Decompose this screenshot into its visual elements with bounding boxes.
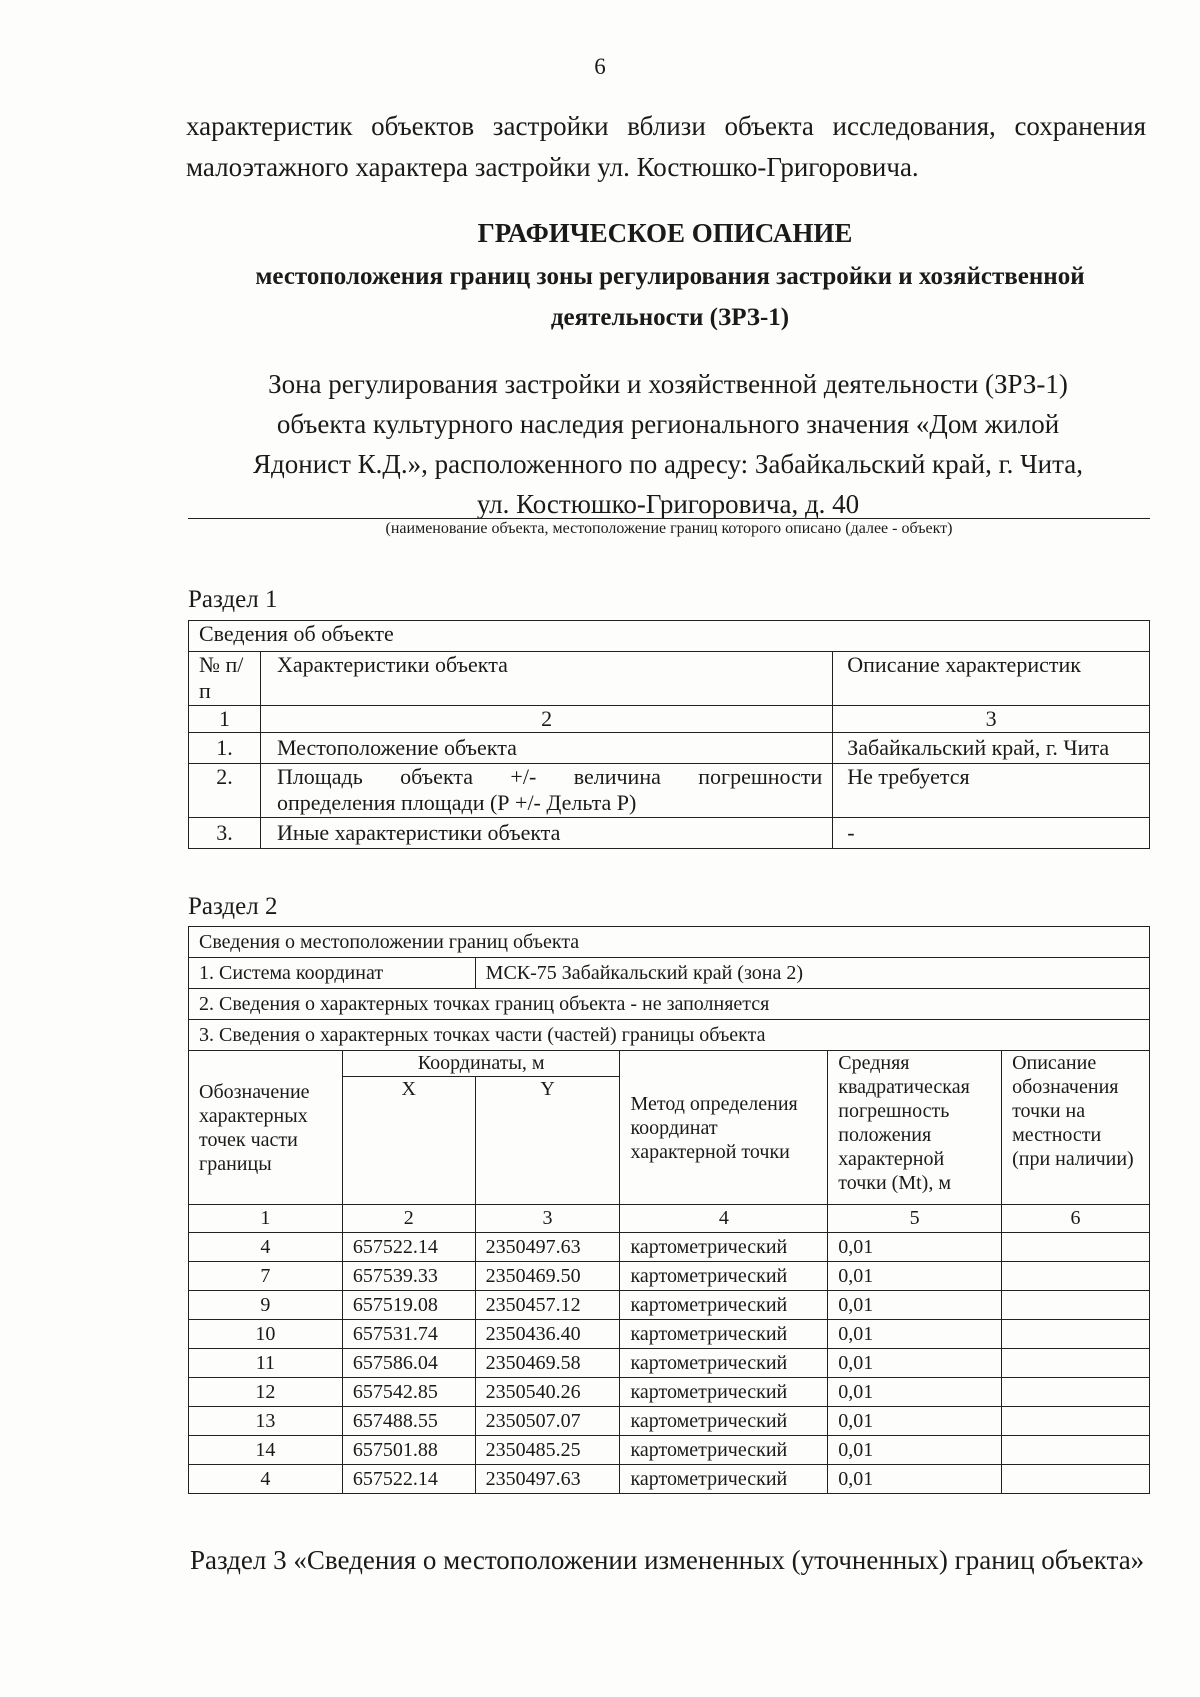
point-id: 13	[189, 1407, 343, 1436]
point-error: 0,01	[828, 1291, 1002, 1320]
point-error: 0,01	[828, 1436, 1002, 1465]
table-row	[189, 1320, 1150, 1349]
header-characteristics: Характеристики объекта	[260, 652, 832, 706]
point-id: 11	[189, 1349, 343, 1378]
row-characteristic: Местоположение объекта	[260, 733, 832, 764]
section1-table-title: Сведения об объекте	[189, 621, 1150, 652]
table-row	[189, 1436, 1150, 1465]
point-id: 4	[189, 1465, 343, 1494]
header-y: Y	[475, 1077, 620, 1205]
col-number: 6	[1002, 1205, 1150, 1233]
header-designation: Обозначение характерных точек части границы	[189, 1051, 343, 1205]
point-method: картометрический	[620, 1349, 828, 1378]
point-y: 2350485.25	[475, 1436, 620, 1465]
header-description: Описание характеристик	[833, 652, 1150, 706]
point-method: картометрический	[620, 1436, 828, 1465]
section1-label: Раздел 1	[188, 586, 278, 613]
document-subtitle: местоположения границ зоны регулирования застройки и хозяйственной деятельности (ЗРЗ-1)	[255, 263, 1085, 331]
coord-system-label: 1. Система координат	[189, 958, 476, 989]
characteristic-points-row: 2. Сведения о характерных точках границ объекта - не заполняется	[189, 989, 1150, 1020]
table-row	[189, 1262, 1150, 1291]
point-description	[1002, 1378, 1150, 1407]
point-y: 2350497.63	[475, 1465, 620, 1494]
object-caption: (наименование объекта, местоположение границ которого описано (далее - объект)	[385, 520, 953, 537]
point-x: 657501.88	[342, 1436, 475, 1465]
row-description: -	[833, 818, 1150, 849]
point-y: 2350540.26	[475, 1378, 620, 1407]
object-underline	[188, 518, 1150, 519]
point-method: картометрический	[620, 1378, 828, 1407]
point-error: 0,01	[828, 1465, 1002, 1494]
point-y: 2350507.07	[475, 1407, 620, 1436]
point-description	[1002, 1320, 1150, 1349]
point-method: картометрический	[620, 1407, 828, 1436]
point-x: 657519.08	[342, 1291, 475, 1320]
point-id: 4	[189, 1233, 343, 1262]
row-number: 1.	[189, 733, 261, 764]
section3-heading: Раздел 3 «Сведения о местоположении измененных (уточненных) границ объекта»	[190, 1545, 1145, 1575]
object-name-block	[188, 364, 1148, 524]
point-y: 2350457.12	[475, 1291, 620, 1320]
header-x: X	[342, 1077, 475, 1205]
point-error: 0,01	[828, 1233, 1002, 1262]
row-number: 2.	[189, 764, 261, 818]
section2-label: Раздел 2	[188, 893, 278, 920]
object-line: объекта культурного наследия регионального значения «Дом жилой	[276, 409, 1060, 439]
col-number: 2	[260, 706, 832, 733]
point-description	[1002, 1262, 1150, 1291]
section2-table	[188, 926, 1150, 1494]
col-number: 1	[189, 706, 261, 733]
point-x: 657522.14	[342, 1465, 475, 1494]
object-line: ул. Костюшко-Григоровича, д. 40	[476, 489, 860, 519]
point-y: 2350436.40	[475, 1320, 620, 1349]
header-number: № п/п	[189, 652, 261, 706]
document-title: ГРАФИЧЕСКОЕ ОПИСАНИЕ	[477, 218, 853, 248]
header-point-description: Описание обозначения точки на местности (при наличии)	[1002, 1051, 1150, 1205]
point-x: 657539.33	[342, 1262, 475, 1291]
intro-paragraph: характеристик объектов застройки вблизи объекта исследования, сохранения малоэтажного характера застройки ул. Костюшко-Григоровича.	[186, 111, 1146, 182]
point-id: 7	[189, 1262, 343, 1291]
point-x: 657488.55	[342, 1407, 475, 1436]
point-description	[1002, 1436, 1150, 1465]
header-error: Средняя квадратическая погрешность положения характерной точки (Mt), м	[828, 1051, 1002, 1205]
point-error: 0,01	[828, 1378, 1002, 1407]
section2-table-title: Сведения о местоположении границ объекта	[189, 927, 1150, 958]
point-description	[1002, 1233, 1150, 1262]
point-description	[1002, 1349, 1150, 1378]
col-number: 1	[189, 1205, 343, 1233]
characteristic-line: Площадь объекта +/- величина погрешности	[276, 764, 823, 789]
section1-table	[188, 620, 1150, 849]
header-method: Метод определения координат характерной точки	[620, 1051, 828, 1205]
row-characteristic	[260, 764, 832, 818]
row-number: 3.	[189, 818, 261, 849]
object-line: Ядонист К.Д.», расположенного по адресу: Забайкальский край, г. Чита,	[253, 449, 1083, 479]
point-error: 0,01	[828, 1407, 1002, 1436]
col-number: 5	[828, 1205, 1002, 1233]
row-description: Не требуется	[833, 764, 1150, 818]
point-y: 2350469.50	[475, 1262, 620, 1291]
point-method: картометрический	[620, 1320, 828, 1349]
point-x: 657522.14	[342, 1233, 475, 1262]
point-method: картометрический	[620, 1291, 828, 1320]
table-row	[189, 1291, 1150, 1320]
point-method: картометрический	[620, 1465, 828, 1494]
point-description	[1002, 1407, 1150, 1436]
point-error: 0,01	[828, 1320, 1002, 1349]
col-number: 2	[342, 1205, 475, 1233]
coord-system-value: МСК-75 Забайкальский край (зона 2)	[475, 958, 1149, 989]
col-number: 3	[833, 706, 1150, 733]
header-coordinates: Координаты, м	[342, 1051, 620, 1077]
point-id: 10	[189, 1320, 343, 1349]
table-row	[189, 1407, 1150, 1436]
object-line: Зона регулирования застройки и хозяйственной деятельности (ЗРЗ-1)	[268, 369, 1068, 399]
part-points-row: 3. Сведения о характерных точках части (частей) границы объекта	[189, 1020, 1150, 1051]
point-description	[1002, 1291, 1150, 1320]
point-x: 657586.04	[342, 1349, 475, 1378]
table-row	[189, 1349, 1150, 1378]
point-id: 12	[189, 1378, 343, 1407]
page-number: 6	[594, 54, 606, 79]
row-description: Забайкальский край, г. Чита	[833, 733, 1150, 764]
point-y: 2350469.58	[475, 1349, 620, 1378]
point-y: 2350497.63	[475, 1233, 620, 1262]
col-number: 4	[620, 1205, 828, 1233]
table-row	[189, 1465, 1150, 1494]
point-method: картометрический	[620, 1233, 828, 1262]
col-number: 3	[475, 1205, 620, 1233]
row-characteristic: Иные характеристики объекта	[260, 818, 832, 849]
point-x: 657531.74	[342, 1320, 475, 1349]
point-error: 0,01	[828, 1349, 1002, 1378]
point-error: 0,01	[828, 1262, 1002, 1291]
characteristic-line: определения площади (Р +/- Дельта Р)	[276, 790, 637, 815]
table-row	[189, 1378, 1150, 1407]
point-id: 14	[189, 1436, 343, 1465]
point-description	[1002, 1465, 1150, 1494]
point-x: 657542.85	[342, 1378, 475, 1407]
table-row	[189, 1233, 1150, 1262]
point-method: картометрический	[620, 1262, 828, 1291]
point-id: 9	[189, 1291, 343, 1320]
